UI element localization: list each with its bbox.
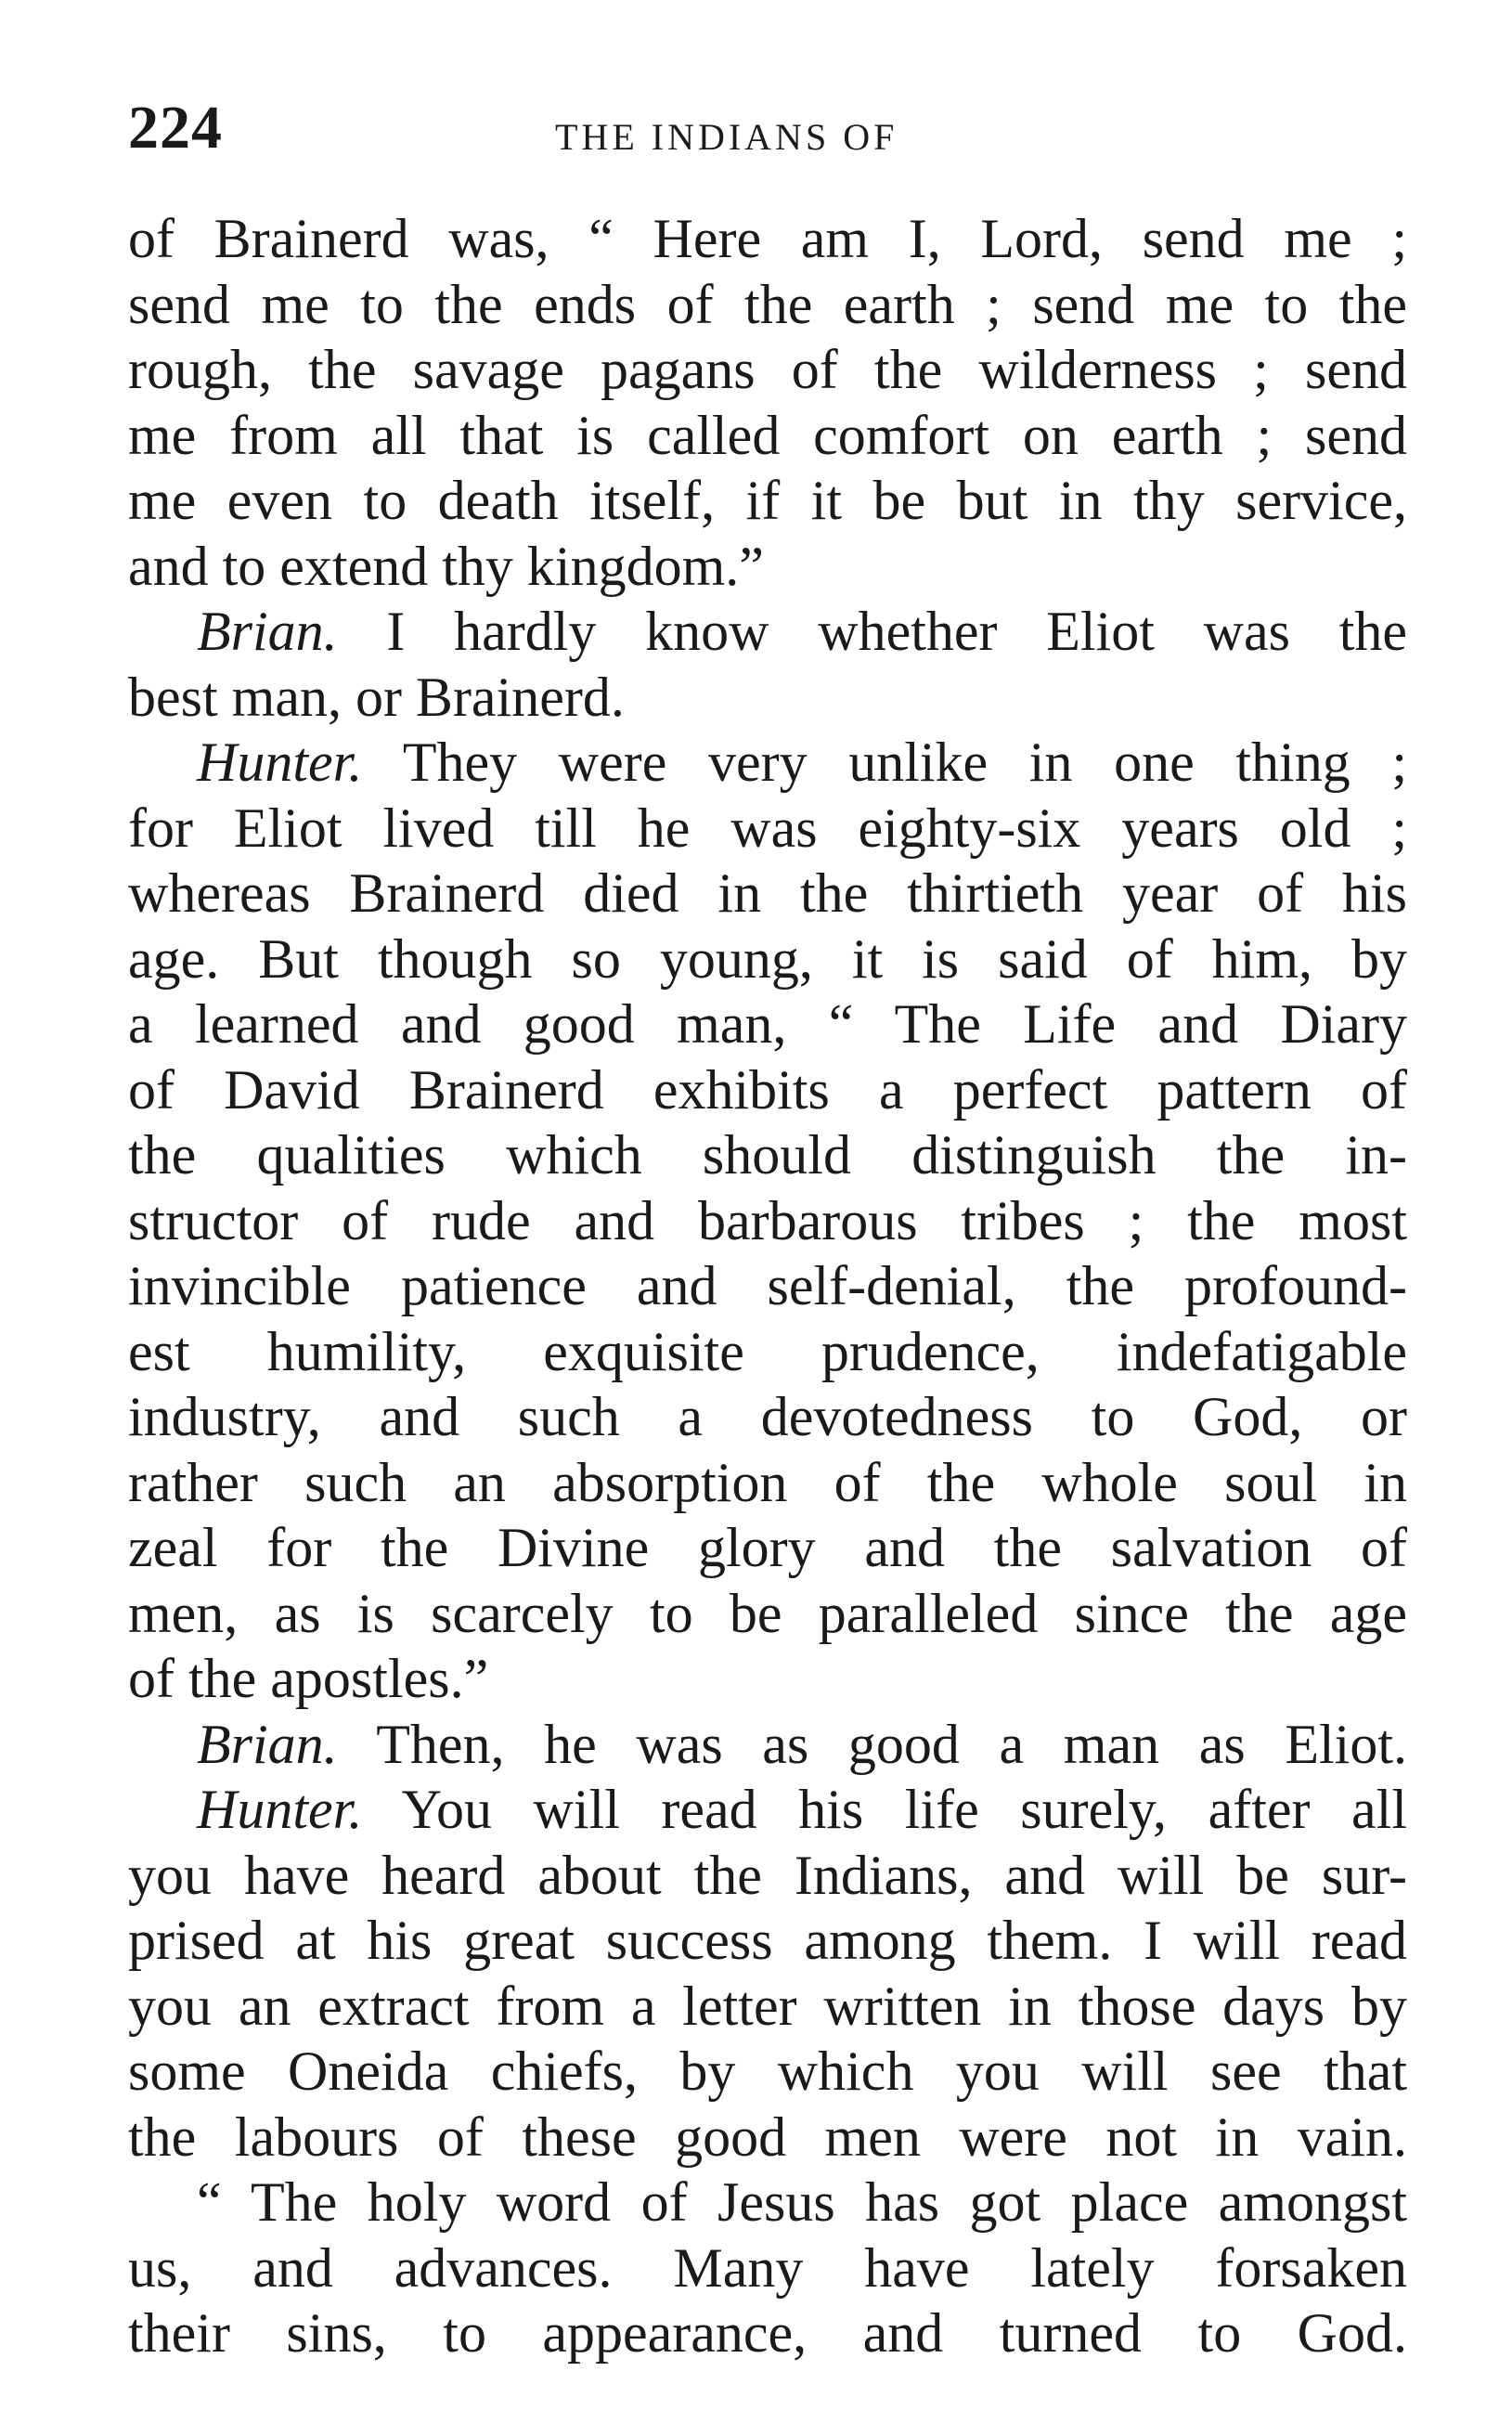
text-line (128, 796, 1407, 862)
line-text: men, as is scarcely to be paralleled since the age (128, 1582, 1407, 1644)
line-text: me from all that is called comfort on earth ; send (128, 404, 1407, 466)
text-line (128, 1712, 1407, 1778)
line-text: send me to the ends of the earth ; send me to the (128, 273, 1407, 335)
text-line (128, 403, 1407, 469)
line-text: the labours of these good men were not in vain. (128, 2106, 1407, 2168)
text-line (128, 2105, 1407, 2170)
line-text: best man, or Brainerd. (128, 666, 625, 728)
line-text: age. But though so young, it is said of him, by (128, 927, 1407, 990)
line-text: industry, and such a devotedness to God, or (128, 1386, 1407, 1447)
text-line (128, 1974, 1407, 2040)
line-text: structor of rude and barbarous tribes ; the most (128, 1189, 1407, 1251)
line-text: whereas Brainerd died in the thirtieth year of his (128, 862, 1407, 924)
running-title: THE INDIANS OF (555, 116, 898, 158)
text-line (128, 1581, 1407, 1647)
speaker-name: Hunter. (197, 732, 363, 793)
speaker-name: Brian. (197, 1713, 338, 1775)
line-text: I hardly know whether Eliot was the (337, 601, 1407, 662)
text-line (128, 1319, 1407, 1385)
text-line (128, 1122, 1407, 1188)
line-text: you have heard about the Indians, and will be sur- (128, 1844, 1407, 1906)
page-number: 224 (128, 94, 223, 162)
line-text: you an extract from a letter written in those days by (128, 1975, 1407, 2037)
speaker-name: Hunter. (197, 1779, 363, 1840)
line-text: some Oneida chiefs, by which you will see that (128, 2041, 1407, 2102)
text-line (128, 468, 1407, 534)
line-text: rather such an absorption of the whole soul in (128, 1451, 1407, 1513)
line-text: prised at his great success among them. I will read (128, 1910, 1407, 1971)
text-line (128, 2170, 1407, 2235)
line-text: zeal for the Divine glory and the salvation of (128, 1517, 1407, 1578)
text-line (128, 272, 1407, 338)
text-line (128, 665, 1407, 731)
speaker-name: Brian. (197, 601, 338, 662)
text-line (128, 2235, 1407, 2301)
text-line (128, 926, 1407, 992)
line-text: invincible patience and self-denial, the profound- (128, 1255, 1407, 1316)
running-head (128, 93, 1409, 167)
text-line (128, 1843, 1407, 1909)
line-text: us, and advances. Many have lately forsaken (128, 2236, 1407, 2299)
line-text: the qualities which should distinguish the in- (128, 1124, 1407, 1186)
text-line (128, 1777, 1407, 1843)
text-line (128, 206, 1407, 272)
text-line (128, 1515, 1407, 1581)
text-line (128, 2300, 1407, 2366)
text-line (128, 730, 1407, 796)
line-text: They were very unlike in one thing ; (362, 732, 1407, 793)
text-line (128, 861, 1407, 926)
text-line (128, 1384, 1407, 1450)
text-line (128, 534, 1407, 600)
line-text: of the apostles.” (128, 1648, 489, 1709)
line-text: a learned and good man, “ The Life and Diary (128, 993, 1407, 1055)
line-text: and to extend thy kingdom.” (128, 535, 764, 597)
line-text: rough, the savage pagans of the wilderness ; send (128, 339, 1407, 400)
line-text: Then, he was as good a man as Eliot. (337, 1713, 1407, 1775)
line-text: You will read his life surely, after all (362, 1779, 1407, 1840)
line-text: “ The holy word of Jesus has got place amongst (197, 2171, 1407, 2233)
text-line (128, 1188, 1407, 1254)
line-text: of Brainerd was, “ Here am I, Lord, send me ; (128, 208, 1407, 269)
line-text: of David Brainerd exhibits a perfect pattern of (128, 1058, 1407, 1121)
line-text: for Eliot lived till he was eighty-six years old ; (128, 797, 1407, 859)
text-line (128, 1908, 1407, 1974)
line-text: their sins, to appearance, and turned to God. (128, 2302, 1407, 2364)
line-text: me even to death itself, if it be but in thy service, (128, 470, 1407, 531)
text-line (128, 1646, 1407, 1712)
text-line (128, 2039, 1407, 2105)
text-line (128, 599, 1407, 665)
line-text: est humility, exquisite prudence, indefatigable (128, 1320, 1407, 1382)
text-line (128, 1057, 1407, 1123)
text-line (128, 1450, 1407, 1516)
text-line (128, 1253, 1407, 1319)
body-text (128, 206, 1407, 2366)
text-line (128, 991, 1407, 1057)
text-line (128, 337, 1407, 403)
